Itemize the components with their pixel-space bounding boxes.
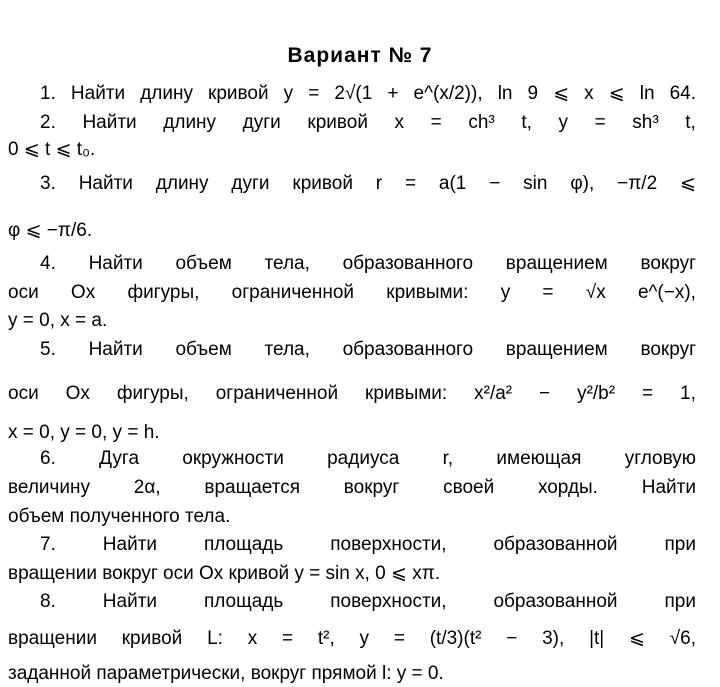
word: r, — [442, 448, 454, 469]
word: t², — [317, 628, 335, 649]
word: хорды. — [537, 477, 598, 498]
word: 2α, — [133, 477, 161, 498]
word: длину — [140, 83, 193, 104]
word: угловую — [624, 448, 696, 469]
word: тела, — [264, 339, 310, 360]
word: Найти — [82, 112, 137, 133]
problem-3-line-2: φ ⩽ −π/6. — [8, 220, 93, 241]
word: образованной — [493, 591, 618, 612]
problem-3-line-1 — [40, 172, 696, 196]
word: 9 — [527, 83, 539, 104]
word: Найти — [70, 83, 126, 104]
word: y — [500, 282, 511, 303]
word: ограниченной — [231, 282, 355, 303]
word: φ), — [570, 173, 595, 194]
word: ch³ — [468, 112, 495, 133]
word: вращении — [8, 628, 97, 649]
word: −π/2 — [617, 173, 658, 194]
word: поверхности, — [330, 534, 447, 555]
word: Найти — [88, 339, 143, 360]
page-title: Вариант № 7 — [287, 44, 433, 67]
word: образованного — [342, 339, 474, 360]
word: 2. — [40, 112, 56, 133]
word: = — [594, 112, 606, 133]
word: ⩽ — [629, 628, 645, 649]
word: длину — [163, 112, 217, 133]
word: x²/a² — [474, 383, 513, 404]
word: a(1 — [438, 173, 467, 194]
word: = — [642, 383, 654, 404]
word: ⩽ — [553, 83, 570, 104]
word: 1, — [680, 383, 696, 404]
word: 5. — [40, 339, 56, 360]
word: вращением — [505, 253, 608, 274]
word: длину — [155, 173, 209, 194]
word: площадь — [203, 591, 284, 612]
word: y — [359, 628, 370, 649]
word: + — [387, 83, 399, 104]
word: = — [308, 83, 320, 104]
word: t, — [521, 112, 532, 133]
word: sh³ — [632, 112, 659, 133]
word: своей — [443, 477, 495, 498]
word: имеющая — [496, 448, 582, 469]
word: x — [584, 83, 594, 104]
problem-1-line-1 — [40, 82, 696, 106]
word: − — [506, 628, 518, 649]
problem-8-line-2 — [8, 627, 696, 651]
problem-5-line-1 — [40, 338, 696, 362]
problem-6-line-2 — [8, 476, 696, 500]
word: образованного — [342, 253, 474, 274]
word: кривыми: — [386, 282, 469, 303]
word: y — [558, 112, 568, 133]
problem-5-line-3: x = 0, y = 0, y = h. — [8, 422, 160, 443]
problem-2-line-2: 0 ⩽ t ⩽ t₀. — [8, 139, 96, 160]
problem-7-line-1 — [40, 533, 696, 557]
word: 3. — [40, 173, 56, 194]
word: при — [664, 591, 696, 612]
word: кривыми: — [365, 383, 448, 404]
word: 7. — [40, 534, 56, 555]
word: площадь — [203, 534, 284, 555]
word: окружности — [182, 448, 284, 469]
word: ⩽ — [680, 173, 696, 194]
word: кривой — [208, 83, 269, 104]
word: 6. — [40, 448, 56, 469]
word: ⩽ — [608, 83, 625, 104]
word: 2√(1 — [334, 83, 373, 104]
word: L: — [207, 628, 223, 649]
word: вращением — [505, 339, 608, 360]
word: вокруг — [640, 253, 696, 274]
word: величину — [8, 477, 91, 498]
word: фигуры, — [127, 282, 200, 303]
problem-2-line-1 — [40, 111, 696, 135]
word: 64. — [669, 83, 696, 104]
word: 1. — [40, 83, 56, 104]
problem-7-line-2: вращении вокруг оси Ox кривой y = sin x, 0 ⩽ xπ. — [8, 563, 441, 584]
word: вращается — [204, 477, 301, 498]
word: − — [539, 383, 551, 404]
word: Найти — [641, 477, 696, 498]
problem-5-line-2 — [8, 382, 696, 406]
word: sin — [523, 173, 548, 194]
word: 4. — [40, 253, 56, 274]
word: = — [404, 173, 417, 194]
word: тела, — [264, 253, 310, 274]
word: 3), — [542, 628, 565, 649]
word: оси — [8, 282, 39, 303]
word: при — [664, 534, 696, 555]
word: кривой — [307, 112, 368, 133]
word: Найти — [88, 253, 143, 274]
word: √6, — [669, 628, 696, 649]
word: √x — [585, 282, 606, 303]
word: поверхности, — [330, 591, 447, 612]
word: = — [281, 628, 294, 649]
word: Найти — [102, 591, 158, 612]
word: Ox — [70, 282, 96, 303]
word: радиуса — [327, 448, 400, 469]
word: 8. — [40, 591, 56, 612]
word: e^(−x), — [637, 282, 696, 303]
word: вокруг — [640, 339, 696, 360]
word: |t| — [589, 628, 605, 649]
word: кривой — [121, 628, 183, 649]
word: ограниченной — [215, 383, 339, 404]
problem-6-line-3: объем полученного тела. — [8, 506, 231, 527]
word: объем — [175, 253, 232, 274]
word: y — [283, 83, 294, 104]
word: Ox — [65, 383, 90, 404]
problem-8-line-1 — [40, 590, 696, 614]
word: кривой — [292, 173, 353, 194]
word: фигуры, — [116, 383, 189, 404]
word: образованной — [493, 534, 618, 555]
word: x — [394, 112, 405, 133]
word: ln — [497, 83, 513, 104]
problem-4-line-1 — [40, 252, 696, 276]
word: − — [489, 173, 501, 194]
word: y²/b² — [577, 383, 616, 404]
word: x — [247, 628, 258, 649]
word: оси — [8, 383, 39, 404]
problem-4-line-3: y = 0, x = a. — [8, 310, 108, 331]
word: t, — [685, 112, 696, 133]
word: объем — [175, 339, 232, 360]
word: (t/3)(t² — [429, 628, 482, 649]
word: вокруг — [343, 477, 400, 498]
word: ln — [639, 83, 655, 104]
word: e^(x/2)), — [413, 83, 483, 104]
word: дуги — [231, 173, 270, 194]
word: Найти — [102, 534, 158, 555]
word: дуги — [242, 112, 281, 133]
problem-4-line-2 — [8, 281, 696, 305]
word: = — [393, 628, 405, 649]
problem-6-line-1 — [40, 447, 696, 471]
word: r — [375, 173, 383, 194]
word: = — [430, 112, 442, 133]
word: Дуга — [99, 448, 140, 469]
word: = — [542, 282, 554, 303]
problem-8-line-3: заданной параметрически, вокруг прямой l: y = 0. — [8, 663, 444, 684]
word: Найти — [78, 173, 133, 194]
